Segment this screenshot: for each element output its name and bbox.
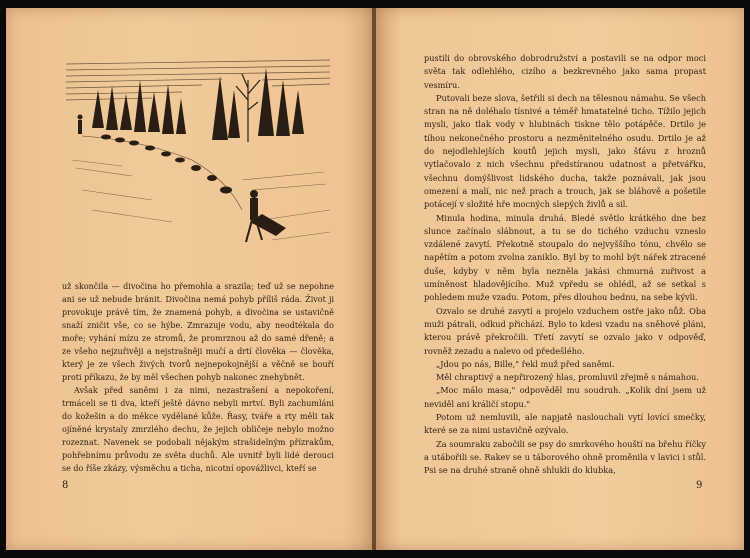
right-page xyxy=(376,8,744,550)
right-page-text xyxy=(424,52,706,478)
paragraph: Avšak před saněmi i za nimi, nezastrašení a nepokoření, trmáceli se ti dva, kteří ještě dávno nebyli mrtví. Byli zachumláni do kožešin a do měkce vydělané kůže. Řasy, tváře a rty měli tak ojíněné krystaly zmrzlého dechu, že jejich obličeje nebylo možno rozeznat. Navenek se podobali nějakým strašidelným přízrakům, pohřebnímu průvodu ze světa duchů. Ale uvnitř byli lidé derouci se do říše zkázy, výsměchu a ticha, nicotní opovážlivci, kteří se xyxy=(62,386,334,473)
paragraph: Minula hodina, minula druhá. Bledé světlo krátkého dne bez slunce začínalo slábnout, a tu se do tichého vzduchu vzneslo vzdálené zavytí. Překotně stoupalo do nejvyššího tónu, chvělo se napětím a potom zvolna zaniklo. Byl by to mohl být nářek ztracené duše, kdyby v něm byla nezněla jakási chmurná zuřivost a umíněnost hladovějícího. Muž vpředu se ohlédl, až se setkal s pohledem muže vzadu. Potom, přes dlouhou bednu, na sebe kývli. xyxy=(424,212,706,303)
sled-dogs-illustration xyxy=(62,50,334,276)
paragraph: Putovali beze slova, šetřili si dech na tělesnou námahu. Se všech stran na ně doléhalo tísnivé a téměř hmatatelné ticho. Tížilo jejich mysli, jako tlak vody v hlubinách tiskne tělo potápěče. Drtilo je tíhou nekonečného prostoru a nezměnitelného osudu. Drtilo je až do nejodlehlejších koutů jejich mysli, jako šťávu z hroznů vytlačovalo z nich všechnu předstíranou udatnost a přetvářku, všechnu domýšlivost lidského ducha, takže poznávali, jak jsou omezení a malí, nic než prach a trouch, jak se bláhově a pošetile potácejí v složité hře mocných slepých živlů a sil. xyxy=(424,92,706,210)
paragraph: Měl chraptivý a nepřirozený hlas, promluvil zřejmě s námahou. xyxy=(436,372,699,383)
paragraph: Ozvalo se druhé zavytí a projelo vzduchem ostře jako nůž. Oba muži pátrali, odkud přichází. Bylo to kdesi vzadu na sněhové pláni, kterou právě překročili. Třetí zavytí se ozvalo jako v odpověď, rovněž zezadu a nalevo od předešlého. xyxy=(424,305,706,356)
paragraph: už skončila — divočina ho přemohla a srazila; teď už se nepohne ani se už nebude bránit. Divočina nemá pohyb příliš ráda. Život ji provokuje právě tím, že znamená pohyb, a divočina se ustavičně snaží zničit vše, co se hýbe. Zmrazuje vodu, aby neodtékala do moře; vyhání mízu ze stromů, že promrznou až do samé dřeně; a ze všeho nejzuřivěji a nejstrašněji mučí a drtí člověka — člověka, který je ze všech živých tvorů nejnepokojnější a věčně se bouří proti příkazu, že by měl všechen pohyb nakonec znehybnět. xyxy=(62,282,334,382)
paragraph: pustili do obrovského dobrodružství a postavili se na odpor moci světa tak odlehlého, cizího a bezkrevného jako sama propast vesmíru. xyxy=(424,53,706,90)
page-number: 9 xyxy=(696,480,703,491)
paragraph: Za soumraku zabočili se psy do smrkového houští na břehu říčky a utábořili se. Rakev se u táborového ohně proměnila v lavici i stůl. Psi se na druhé straně ohně shlukli do klubka, xyxy=(424,438,706,476)
left-page xyxy=(6,8,372,550)
paragraph: Potom už nemluvili, ale napjatě naslouchali vytí lovící smečky, které se za nimi ustavičně ozývalo. xyxy=(424,412,706,436)
paragraph: „Moc málo masa," odpověděl mu soudruh. „Kolik dní jsem už neviděl ani králičí stopu." xyxy=(424,385,706,409)
page-number: 8 xyxy=(62,480,69,491)
book-spread xyxy=(6,8,744,550)
paragraph: „Jdou po nás, Bille," řekl muž před saněmi. xyxy=(436,358,615,369)
left-page-text xyxy=(62,280,334,475)
